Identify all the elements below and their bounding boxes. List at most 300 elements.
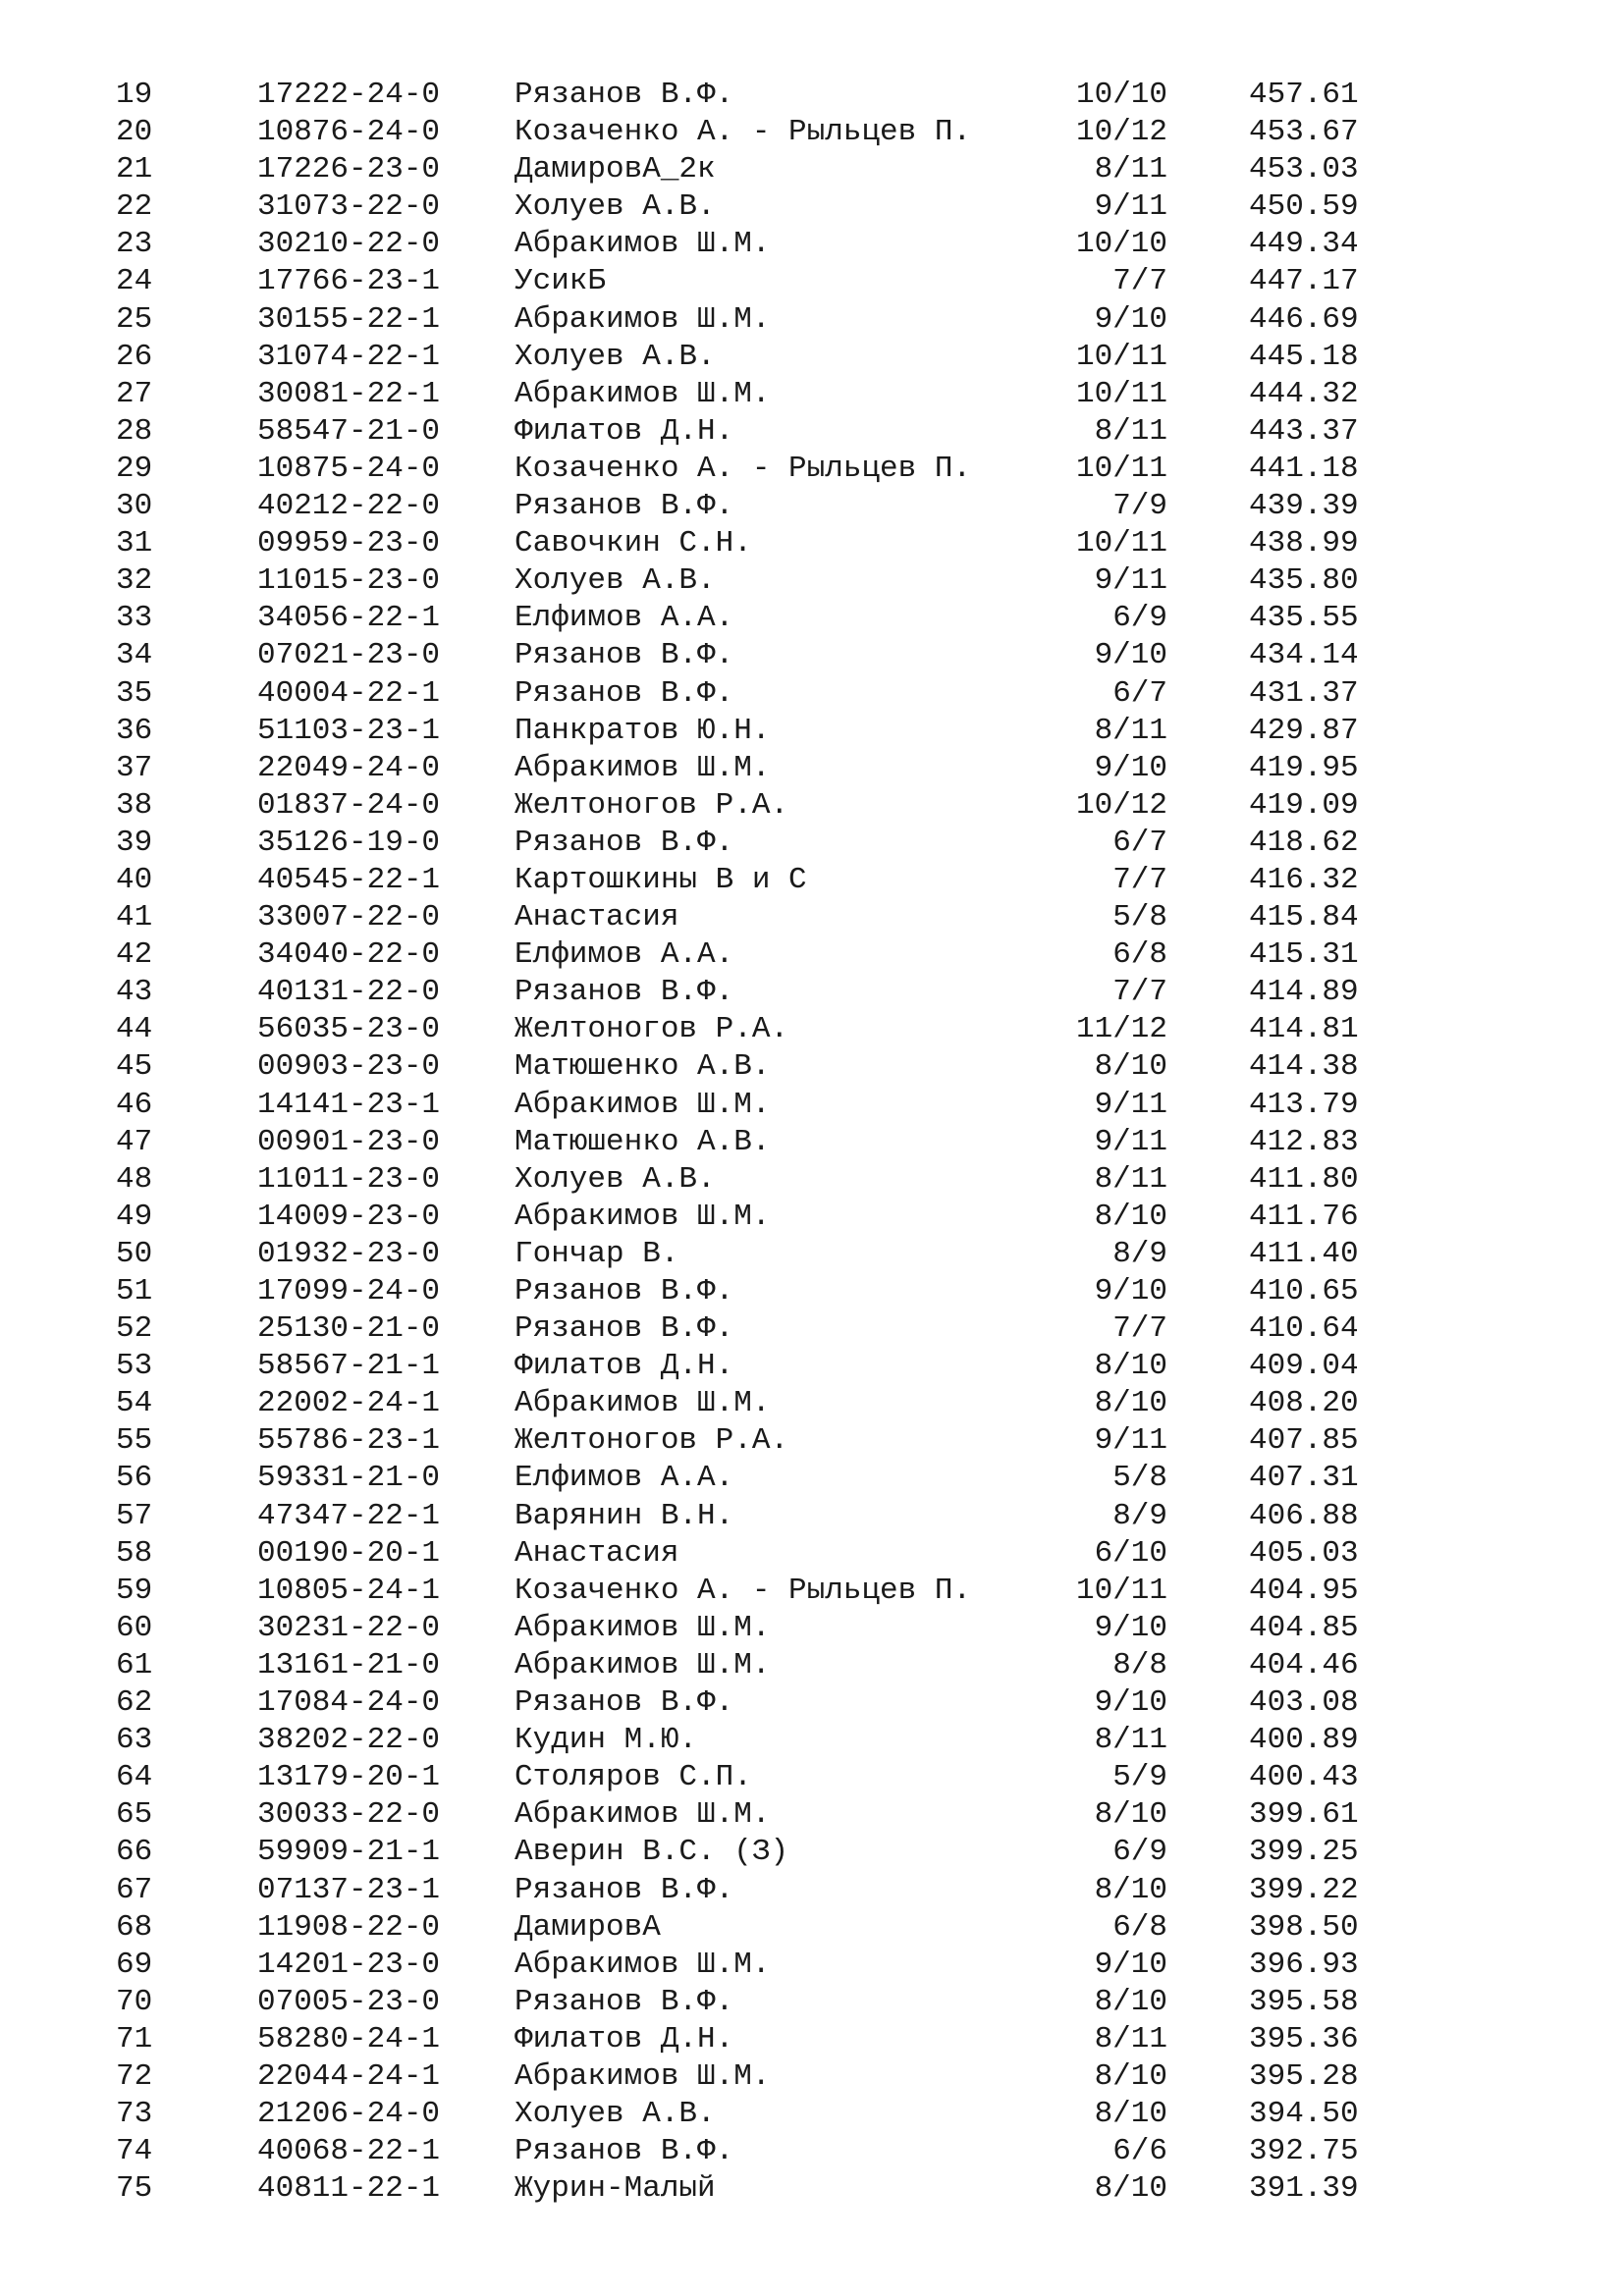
score-cell: 453.03	[1249, 152, 1359, 187]
ratio-cell: 10/11	[1075, 526, 1167, 561]
rank-cell: 39	[116, 825, 153, 860]
id-cell: 17084-24-0	[257, 1685, 441, 1721]
ratio-cell: 9/10	[1094, 750, 1167, 785]
ratio-cell: 6/6	[1112, 2134, 1167, 2169]
table-row	[0, 1161, 1624, 1199]
rank-cell: 69	[116, 1947, 153, 1982]
rank-cell: 52	[116, 1311, 153, 1347]
rank-cell: 75	[116, 2171, 153, 2207]
id-cell: 40068-22-1	[257, 2134, 441, 2169]
name-cell: Панкратов Ю.Н.	[514, 713, 771, 748]
id-cell: 56035-23-0	[257, 1012, 441, 1047]
ratio-cell: 10/10	[1075, 227, 1167, 262]
table-row	[0, 1498, 1624, 1535]
ratio-cell: 8/11	[1094, 1723, 1167, 1758]
id-cell: 22002-24-1	[257, 1386, 441, 1421]
table-row	[0, 1535, 1624, 1573]
name-cell: Анастасия	[514, 1535, 679, 1571]
id-cell: 55786-23-1	[257, 1423, 441, 1459]
name-cell: Абракимов Ш.М.	[514, 301, 771, 337]
ratio-cell: 10/12	[1075, 115, 1167, 150]
score-cell: 414.89	[1249, 975, 1359, 1010]
ratio-cell: 8/11	[1094, 713, 1167, 748]
table-row	[0, 1087, 1624, 1124]
score-cell: 449.34	[1249, 227, 1359, 262]
score-cell: 396.93	[1249, 1947, 1359, 1982]
name-cell: Рязанов В.Ф.	[514, 975, 734, 1010]
id-cell: 11011-23-0	[257, 1161, 441, 1197]
ratio-cell: 10/12	[1075, 787, 1167, 823]
id-cell: 59909-21-1	[257, 1835, 441, 1870]
id-cell: 40811-22-1	[257, 2171, 441, 2207]
score-cell: 400.43	[1249, 1760, 1359, 1795]
table-row	[0, 562, 1624, 600]
score-cell: 410.65	[1249, 1274, 1359, 1308]
rank-cell: 31	[116, 526, 153, 561]
id-cell: 51103-23-1	[257, 713, 441, 748]
rank-cell: 46	[116, 1087, 153, 1122]
id-cell: 40131-22-0	[257, 975, 441, 1010]
score-cell: 450.59	[1249, 189, 1359, 225]
rank-cell: 70	[116, 1984, 153, 2019]
score-cell: 399.61	[1249, 1797, 1359, 1833]
table-row	[0, 1610, 1624, 1647]
table-row	[0, 1573, 1624, 1610]
id-cell: 00901-23-0	[257, 1124, 441, 1159]
score-cell: 404.46	[1249, 1647, 1359, 1682]
ratio-cell: 8/11	[1094, 1161, 1167, 1197]
ratio-cell: 6/10	[1094, 1535, 1167, 1571]
table-row	[0, 750, 1624, 787]
score-cell: 414.81	[1249, 1012, 1359, 1047]
rank-cell: 55	[116, 1423, 153, 1459]
name-cell: ДамировА	[514, 1909, 661, 1945]
name-cell: Абракимов Ш.М.	[514, 2058, 771, 2094]
table-row	[0, 1909, 1624, 1947]
id-cell: 17766-23-1	[257, 264, 441, 299]
ratio-cell: 8/10	[1094, 1872, 1167, 1907]
id-cell: 33007-22-0	[257, 900, 441, 935]
rank-cell: 68	[116, 1909, 153, 1945]
table-row	[0, 151, 1624, 188]
name-cell: Абракимов Ш.М.	[514, 1199, 771, 1234]
ratio-cell: 7/7	[1112, 862, 1167, 897]
table-row	[0, 525, 1624, 562]
rank-cell: 30	[116, 489, 153, 524]
name-cell: Рязанов В.Ф.	[514, 1872, 734, 1907]
id-cell: 07021-23-0	[257, 638, 441, 673]
name-cell: Матюшенко А.В.	[514, 1124, 771, 1159]
table-row	[0, 1348, 1624, 1385]
table-row	[0, 1460, 1624, 1497]
rank-cell: 41	[116, 900, 153, 935]
table-row	[0, 413, 1624, 451]
rank-cell: 20	[116, 115, 153, 150]
rank-cell: 45	[116, 1049, 153, 1085]
score-cell: 416.32	[1249, 862, 1359, 897]
id-cell: 58280-24-1	[257, 2021, 441, 2056]
ratio-cell: 6/8	[1112, 937, 1167, 973]
table-row	[0, 301, 1624, 339]
rank-cell: 23	[116, 227, 153, 262]
table-row	[0, 1647, 1624, 1684]
ratio-cell: 9/11	[1094, 563, 1167, 599]
score-cell: 405.03	[1249, 1535, 1359, 1571]
id-cell: 13179-20-1	[257, 1760, 441, 1795]
table-row	[0, 114, 1624, 151]
id-cell: 17222-24-0	[257, 78, 441, 112]
table-row	[0, 188, 1624, 226]
id-cell: 30155-22-1	[257, 301, 441, 337]
ratio-cell: 10/11	[1075, 339, 1167, 374]
name-cell: Рязанов В.Ф.	[514, 1984, 734, 2019]
name-cell: Рязанов В.Ф.	[514, 1274, 734, 1308]
score-cell: 411.40	[1249, 1236, 1359, 1271]
name-cell: Абракимов Ш.М.	[514, 376, 771, 411]
id-cell: 11015-23-0	[257, 563, 441, 599]
id-cell: 10876-24-0	[257, 115, 441, 150]
score-cell: 409.04	[1249, 1349, 1359, 1384]
name-cell: Желтоногов Р.А.	[514, 1423, 789, 1459]
rank-cell: 44	[116, 1012, 153, 1047]
ratio-cell: 8/10	[1094, 1797, 1167, 1833]
name-cell: Филатов Д.Н.	[514, 2021, 734, 2056]
name-cell: Рязанов В.Ф.	[514, 675, 734, 711]
ratio-cell: 6/8	[1112, 1909, 1167, 1945]
name-cell: Холуев А.В.	[514, 2097, 716, 2132]
id-cell: 09959-23-0	[257, 526, 441, 561]
ratio-cell: 7/7	[1112, 975, 1167, 1010]
name-cell: Столяров С.П.	[514, 1760, 752, 1795]
rank-cell: 21	[116, 152, 153, 187]
table-row	[0, 1124, 1624, 1161]
score-cell: 453.67	[1249, 115, 1359, 150]
table-row	[0, 2170, 1624, 2208]
ratio-cell: 9/10	[1094, 638, 1167, 673]
name-cell: Абракимов Ш.М.	[514, 1087, 771, 1122]
results-list	[0, 77, 1624, 2208]
score-cell: 447.17	[1249, 264, 1359, 299]
rank-cell: 50	[116, 1236, 153, 1271]
table-row	[0, 1310, 1624, 1348]
id-cell: 34056-22-1	[257, 601, 441, 636]
table-row	[0, 787, 1624, 825]
score-cell: 407.31	[1249, 1461, 1359, 1496]
name-cell: Абракимов Ш.М.	[514, 1947, 771, 1982]
rank-cell: 25	[116, 301, 153, 337]
id-cell: 40004-22-1	[257, 675, 441, 711]
rank-cell: 28	[116, 413, 153, 449]
name-cell: Елфимов А.А.	[514, 601, 734, 636]
ratio-cell: 9/10	[1094, 1947, 1167, 1982]
table-row	[0, 1011, 1624, 1048]
score-cell: 404.95	[1249, 1573, 1359, 1608]
table-row	[0, 862, 1624, 899]
name-cell: Елфимов А.А.	[514, 1461, 734, 1496]
id-cell: 17099-24-0	[257, 1274, 441, 1308]
ratio-cell: 7/7	[1112, 1311, 1167, 1347]
rank-cell: 71	[116, 2021, 153, 2056]
rank-cell: 58	[116, 1535, 153, 1571]
rank-cell: 42	[116, 937, 153, 973]
id-cell: 38202-22-0	[257, 1723, 441, 1758]
score-cell: 419.95	[1249, 750, 1359, 785]
table-row	[0, 451, 1624, 488]
rank-cell: 59	[116, 1573, 153, 1608]
name-cell: ДамировА_2к	[514, 152, 716, 187]
score-cell: 446.69	[1249, 301, 1359, 337]
ratio-cell: 9/10	[1094, 1685, 1167, 1721]
rank-cell: 43	[116, 975, 153, 1010]
ratio-cell: 8/10	[1094, 1349, 1167, 1384]
rank-cell: 29	[116, 451, 153, 486]
ratio-cell: 8/10	[1094, 2058, 1167, 2094]
name-cell: Рязанов В.Ф.	[514, 1685, 734, 1721]
rank-cell: 27	[116, 376, 153, 411]
name-cell: Козаченко А. - Рыльцев П.	[514, 1573, 972, 1608]
table-row	[0, 488, 1624, 525]
name-cell: Козаченко А. - Рыльцев П.	[514, 451, 972, 486]
score-cell: 418.62	[1249, 825, 1359, 860]
ratio-cell: 9/11	[1094, 1087, 1167, 1122]
ratio-cell: 9/11	[1094, 1124, 1167, 1159]
score-cell: 457.61	[1249, 78, 1359, 112]
id-cell: 01837-24-0	[257, 787, 441, 823]
ratio-cell: 8/10	[1094, 1049, 1167, 1085]
rank-cell: 65	[116, 1797, 153, 1833]
id-cell: 14009-23-0	[257, 1199, 441, 1234]
rank-cell: 40	[116, 862, 153, 897]
id-cell: 21206-24-0	[257, 2097, 441, 2132]
ratio-cell: 8/9	[1112, 1236, 1167, 1271]
id-cell: 31073-22-0	[257, 189, 441, 225]
name-cell: Журин-Малый	[514, 2171, 716, 2207]
table-row	[0, 1834, 1624, 1871]
ratio-cell: 9/10	[1094, 1274, 1167, 1308]
score-cell: 395.58	[1249, 1984, 1359, 2019]
ratio-cell: 10/11	[1075, 451, 1167, 486]
id-cell: 35126-19-0	[257, 825, 441, 860]
name-cell: Аверин В.С. (З)	[514, 1835, 789, 1870]
ratio-cell: 9/10	[1094, 1610, 1167, 1645]
name-cell: Холуев А.В.	[514, 339, 716, 374]
rank-cell: 51	[116, 1274, 153, 1308]
id-cell: 40545-22-1	[257, 862, 441, 897]
score-cell: 395.28	[1249, 2058, 1359, 2094]
ratio-cell: 9/10	[1094, 301, 1167, 337]
score-cell: 407.85	[1249, 1423, 1359, 1459]
table-row	[0, 1796, 1624, 1834]
id-cell: 07137-23-1	[257, 1872, 441, 1907]
table-row	[0, 899, 1624, 936]
ratio-cell: 8/8	[1112, 1647, 1167, 1682]
score-cell: 445.18	[1249, 339, 1359, 374]
score-cell: 404.85	[1249, 1610, 1359, 1645]
table-row	[0, 77, 1624, 114]
rank-cell: 22	[116, 189, 153, 225]
table-row	[0, 1048, 1624, 1086]
table-row	[0, 1273, 1624, 1310]
id-cell: 58547-21-0	[257, 413, 441, 449]
table-row	[0, 2096, 1624, 2133]
ratio-cell: 10/10	[1075, 78, 1167, 112]
name-cell: Абракимов Ш.М.	[514, 227, 771, 262]
name-cell: Абракимов Ш.М.	[514, 1797, 771, 1833]
table-row	[0, 263, 1624, 300]
rank-cell: 26	[116, 339, 153, 374]
id-cell: 11908-22-0	[257, 1909, 441, 1945]
name-cell: Рязанов В.Ф.	[514, 638, 734, 673]
id-cell: 40212-22-0	[257, 489, 441, 524]
id-cell: 22044-24-1	[257, 2058, 441, 2094]
id-cell: 00190-20-1	[257, 1535, 441, 1571]
ratio-cell: 10/11	[1075, 1573, 1167, 1608]
ratio-cell: 8/11	[1094, 413, 1167, 449]
id-cell: 58567-21-1	[257, 1349, 441, 1384]
id-cell: 34040-22-0	[257, 937, 441, 973]
ratio-cell: 5/8	[1112, 900, 1167, 935]
ratio-cell: 8/10	[1094, 2171, 1167, 2207]
rank-cell: 19	[116, 78, 153, 112]
score-cell: 444.32	[1249, 376, 1359, 411]
ratio-cell: 7/7	[1112, 264, 1167, 299]
rank-cell: 49	[116, 1199, 153, 1234]
name-cell: Матюшенко А.В.	[514, 1049, 771, 1085]
score-cell: 419.09	[1249, 787, 1359, 823]
ratio-cell: 10/11	[1075, 376, 1167, 411]
id-cell: 14201-23-0	[257, 1947, 441, 1982]
table-row	[0, 600, 1624, 637]
rank-cell: 62	[116, 1685, 153, 1721]
table-row	[0, 376, 1624, 413]
id-cell: 59331-21-0	[257, 1461, 441, 1496]
rank-cell: 34	[116, 638, 153, 673]
score-cell: 392.75	[1249, 2134, 1359, 2169]
name-cell: Рязанов В.Ф.	[514, 2134, 734, 2169]
id-cell: 30033-22-0	[257, 1797, 441, 1833]
score-cell: 429.87	[1249, 713, 1359, 748]
rank-cell: 72	[116, 2058, 153, 2094]
id-cell: 07005-23-0	[257, 1984, 441, 2019]
table-row	[0, 713, 1624, 750]
ratio-cell: 6/9	[1112, 601, 1167, 636]
rank-cell: 61	[116, 1647, 153, 1682]
name-cell: Желтоногов Р.А.	[514, 787, 789, 823]
table-row	[0, 675, 1624, 713]
score-cell: 413.79	[1249, 1087, 1359, 1122]
score-cell: 441.18	[1249, 451, 1359, 486]
score-cell: 399.25	[1249, 1835, 1359, 1870]
table-row	[0, 637, 1624, 674]
ratio-cell: 8/11	[1094, 2021, 1167, 2056]
score-cell: 395.36	[1249, 2021, 1359, 2056]
score-cell: 443.37	[1249, 413, 1359, 449]
ratio-cell: 8/11	[1094, 152, 1167, 187]
id-cell: 14141-23-1	[257, 1087, 441, 1122]
ratio-cell: 11/12	[1075, 1012, 1167, 1047]
table-row	[0, 1984, 1624, 2021]
rank-cell: 47	[116, 1124, 153, 1159]
id-cell: 30210-22-0	[257, 227, 441, 262]
name-cell: Абракимов Ш.М.	[514, 1647, 771, 1682]
name-cell: Филатов Д.Н.	[514, 413, 734, 449]
id-cell: 47347-22-1	[257, 1498, 441, 1533]
rank-cell: 24	[116, 264, 153, 299]
rank-cell: 38	[116, 787, 153, 823]
score-cell: 403.08	[1249, 1685, 1359, 1721]
score-cell: 438.99	[1249, 526, 1359, 561]
table-row	[0, 339, 1624, 376]
score-cell: 408.20	[1249, 1386, 1359, 1421]
table-row	[0, 1385, 1624, 1422]
rank-cell: 32	[116, 563, 153, 599]
rank-cell: 64	[116, 1760, 153, 1795]
score-cell: 415.31	[1249, 937, 1359, 973]
score-cell: 399.22	[1249, 1872, 1359, 1907]
rank-cell: 33	[116, 601, 153, 636]
score-cell: 394.50	[1249, 2097, 1359, 2132]
rank-cell: 73	[116, 2097, 153, 2132]
name-cell: Холуев А.В.	[514, 189, 716, 225]
name-cell: Савочкин С.Н.	[514, 526, 752, 561]
rank-cell: 63	[116, 1723, 153, 1758]
table-row	[0, 1684, 1624, 1722]
name-cell: Анастасия	[514, 900, 679, 935]
name-cell: Холуев А.В.	[514, 1161, 716, 1197]
score-cell: 398.50	[1249, 1909, 1359, 1945]
ratio-cell: 9/11	[1094, 189, 1167, 225]
name-cell: Абракимов Ш.М.	[514, 1386, 771, 1421]
name-cell: Холуев А.В.	[514, 563, 716, 599]
table-row	[0, 2021, 1624, 2058]
name-cell: Рязанов В.Ф.	[514, 825, 734, 860]
rank-cell: 35	[116, 675, 153, 711]
score-cell: 414.38	[1249, 1049, 1359, 1085]
table-row	[0, 2058, 1624, 2096]
name-cell: Филатов Д.Н.	[514, 1349, 734, 1384]
score-cell: 439.39	[1249, 489, 1359, 524]
table-row	[0, 1236, 1624, 1273]
rank-cell: 56	[116, 1461, 153, 1496]
rank-cell: 74	[116, 2134, 153, 2169]
name-cell: Рязанов В.Ф.	[514, 78, 734, 112]
id-cell: 10875-24-0	[257, 451, 441, 486]
rank-cell: 67	[116, 1872, 153, 1907]
score-cell: 412.83	[1249, 1124, 1359, 1159]
rank-cell: 57	[116, 1498, 153, 1533]
name-cell: Варянин В.Н.	[514, 1498, 734, 1533]
name-cell: Кудин М.Ю.	[514, 1723, 698, 1758]
name-cell: Абракимов Ш.М.	[514, 1610, 771, 1645]
name-cell: Желтоногов Р.А.	[514, 1012, 789, 1047]
id-cell: 25130-21-0	[257, 1311, 441, 1347]
table-row	[0, 226, 1624, 263]
ratio-cell: 8/10	[1094, 1199, 1167, 1234]
ratio-cell: 9/11	[1094, 1423, 1167, 1459]
rank-cell: 37	[116, 750, 153, 785]
id-cell: 30081-22-1	[257, 376, 441, 411]
rank-cell: 53	[116, 1349, 153, 1384]
table-row	[0, 936, 1624, 974]
ratio-cell: 7/9	[1112, 489, 1167, 524]
table-row	[0, 2133, 1624, 2170]
id-cell: 30231-22-0	[257, 1610, 441, 1645]
score-cell: 415.84	[1249, 900, 1359, 935]
ratio-cell: 6/9	[1112, 1835, 1167, 1870]
table-row	[0, 1722, 1624, 1759]
ratio-cell: 5/9	[1112, 1760, 1167, 1795]
ratio-cell: 6/7	[1112, 825, 1167, 860]
